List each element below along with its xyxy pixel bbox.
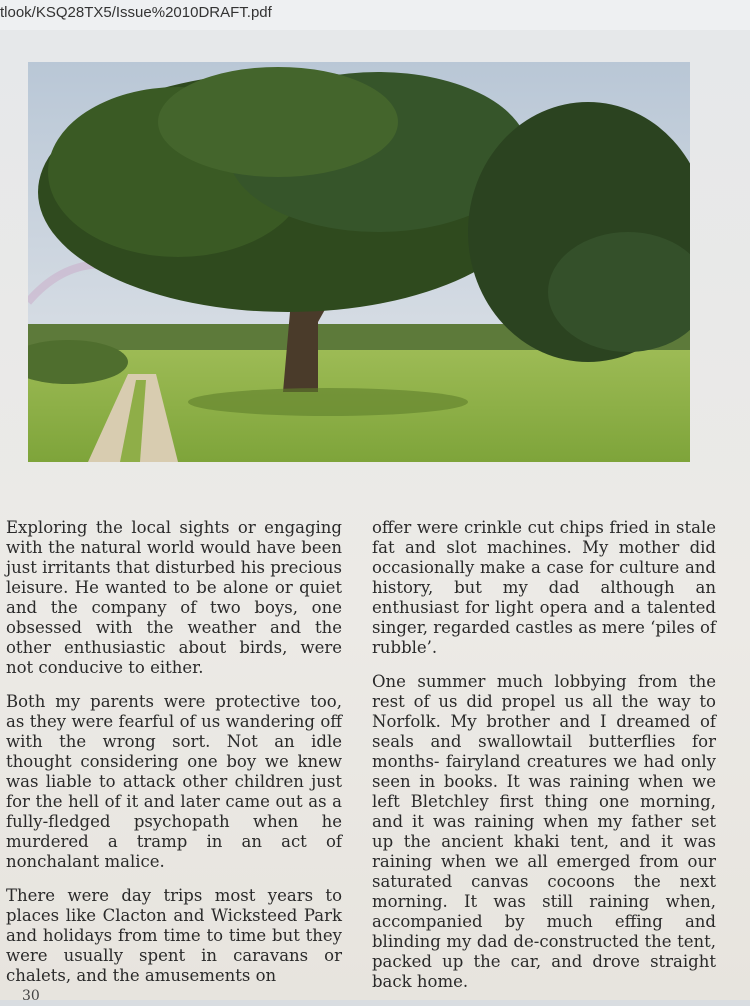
address-bar[interactable] [0, 0, 750, 31]
page-number: 30 [22, 988, 40, 1004]
paragraph: Exploring the local sights or engaging with the natural world would have been just irritants that disturbed his precious leisure. He wanted to be alone or quiet and the company of two boys, one obsessed with the weather and the other enthusiastic about birds, were not conducive to either. [6, 518, 342, 677]
paragraph: offer were crinkle cut chips fried in stale fat and slot machines. My mother did occasionally make a case for culture and history, but my dad although an enthusiast for light opera and a talented singer, regarded castles as mere ‘piles of rubble’. [372, 518, 717, 657]
url-text: tlook/KSQ28TX5/Issue%2010DRAFT.pdf [0, 4, 272, 21]
paragraph: Both my parents were protective too, as they were fearful of us wandering off with the wrong sort. Not an idle thought considering one boy we knew was liable to attack other children just for the hell of it and later came out as a fully-fledged psychopath when he murdered a tramp in an act of nonchalant malice. [6, 692, 342, 871]
right-text-column [372, 518, 716, 1006]
paragraph: There were day trips most years to places like Clacton and Wicksteed Park and holidays from time to time but they were usually spent in caravans or chalets, and the amusements on [6, 886, 342, 985]
pdf-page [0, 30, 750, 1004]
oak-tree-photo [28, 62, 690, 462]
left-text-column [6, 518, 342, 1000]
paragraph: One summer much lobbying from the rest of us did propel us all the way to Norfolk. My brother and I dreamed of seals and swallowtail butterflies for months- fairyland creatures we had only seen in books. It was raining when we left Bletchley first thing one morning, and it was raining when my father set up the ancient khaki tent, and it was raining when we all emerged from our saturated canvas cocoons the next morning. It was still raining when, accompanied by much effing and blinding my dad de-constructed the tent, packed up the car, and drove straight back home. [372, 672, 716, 991]
